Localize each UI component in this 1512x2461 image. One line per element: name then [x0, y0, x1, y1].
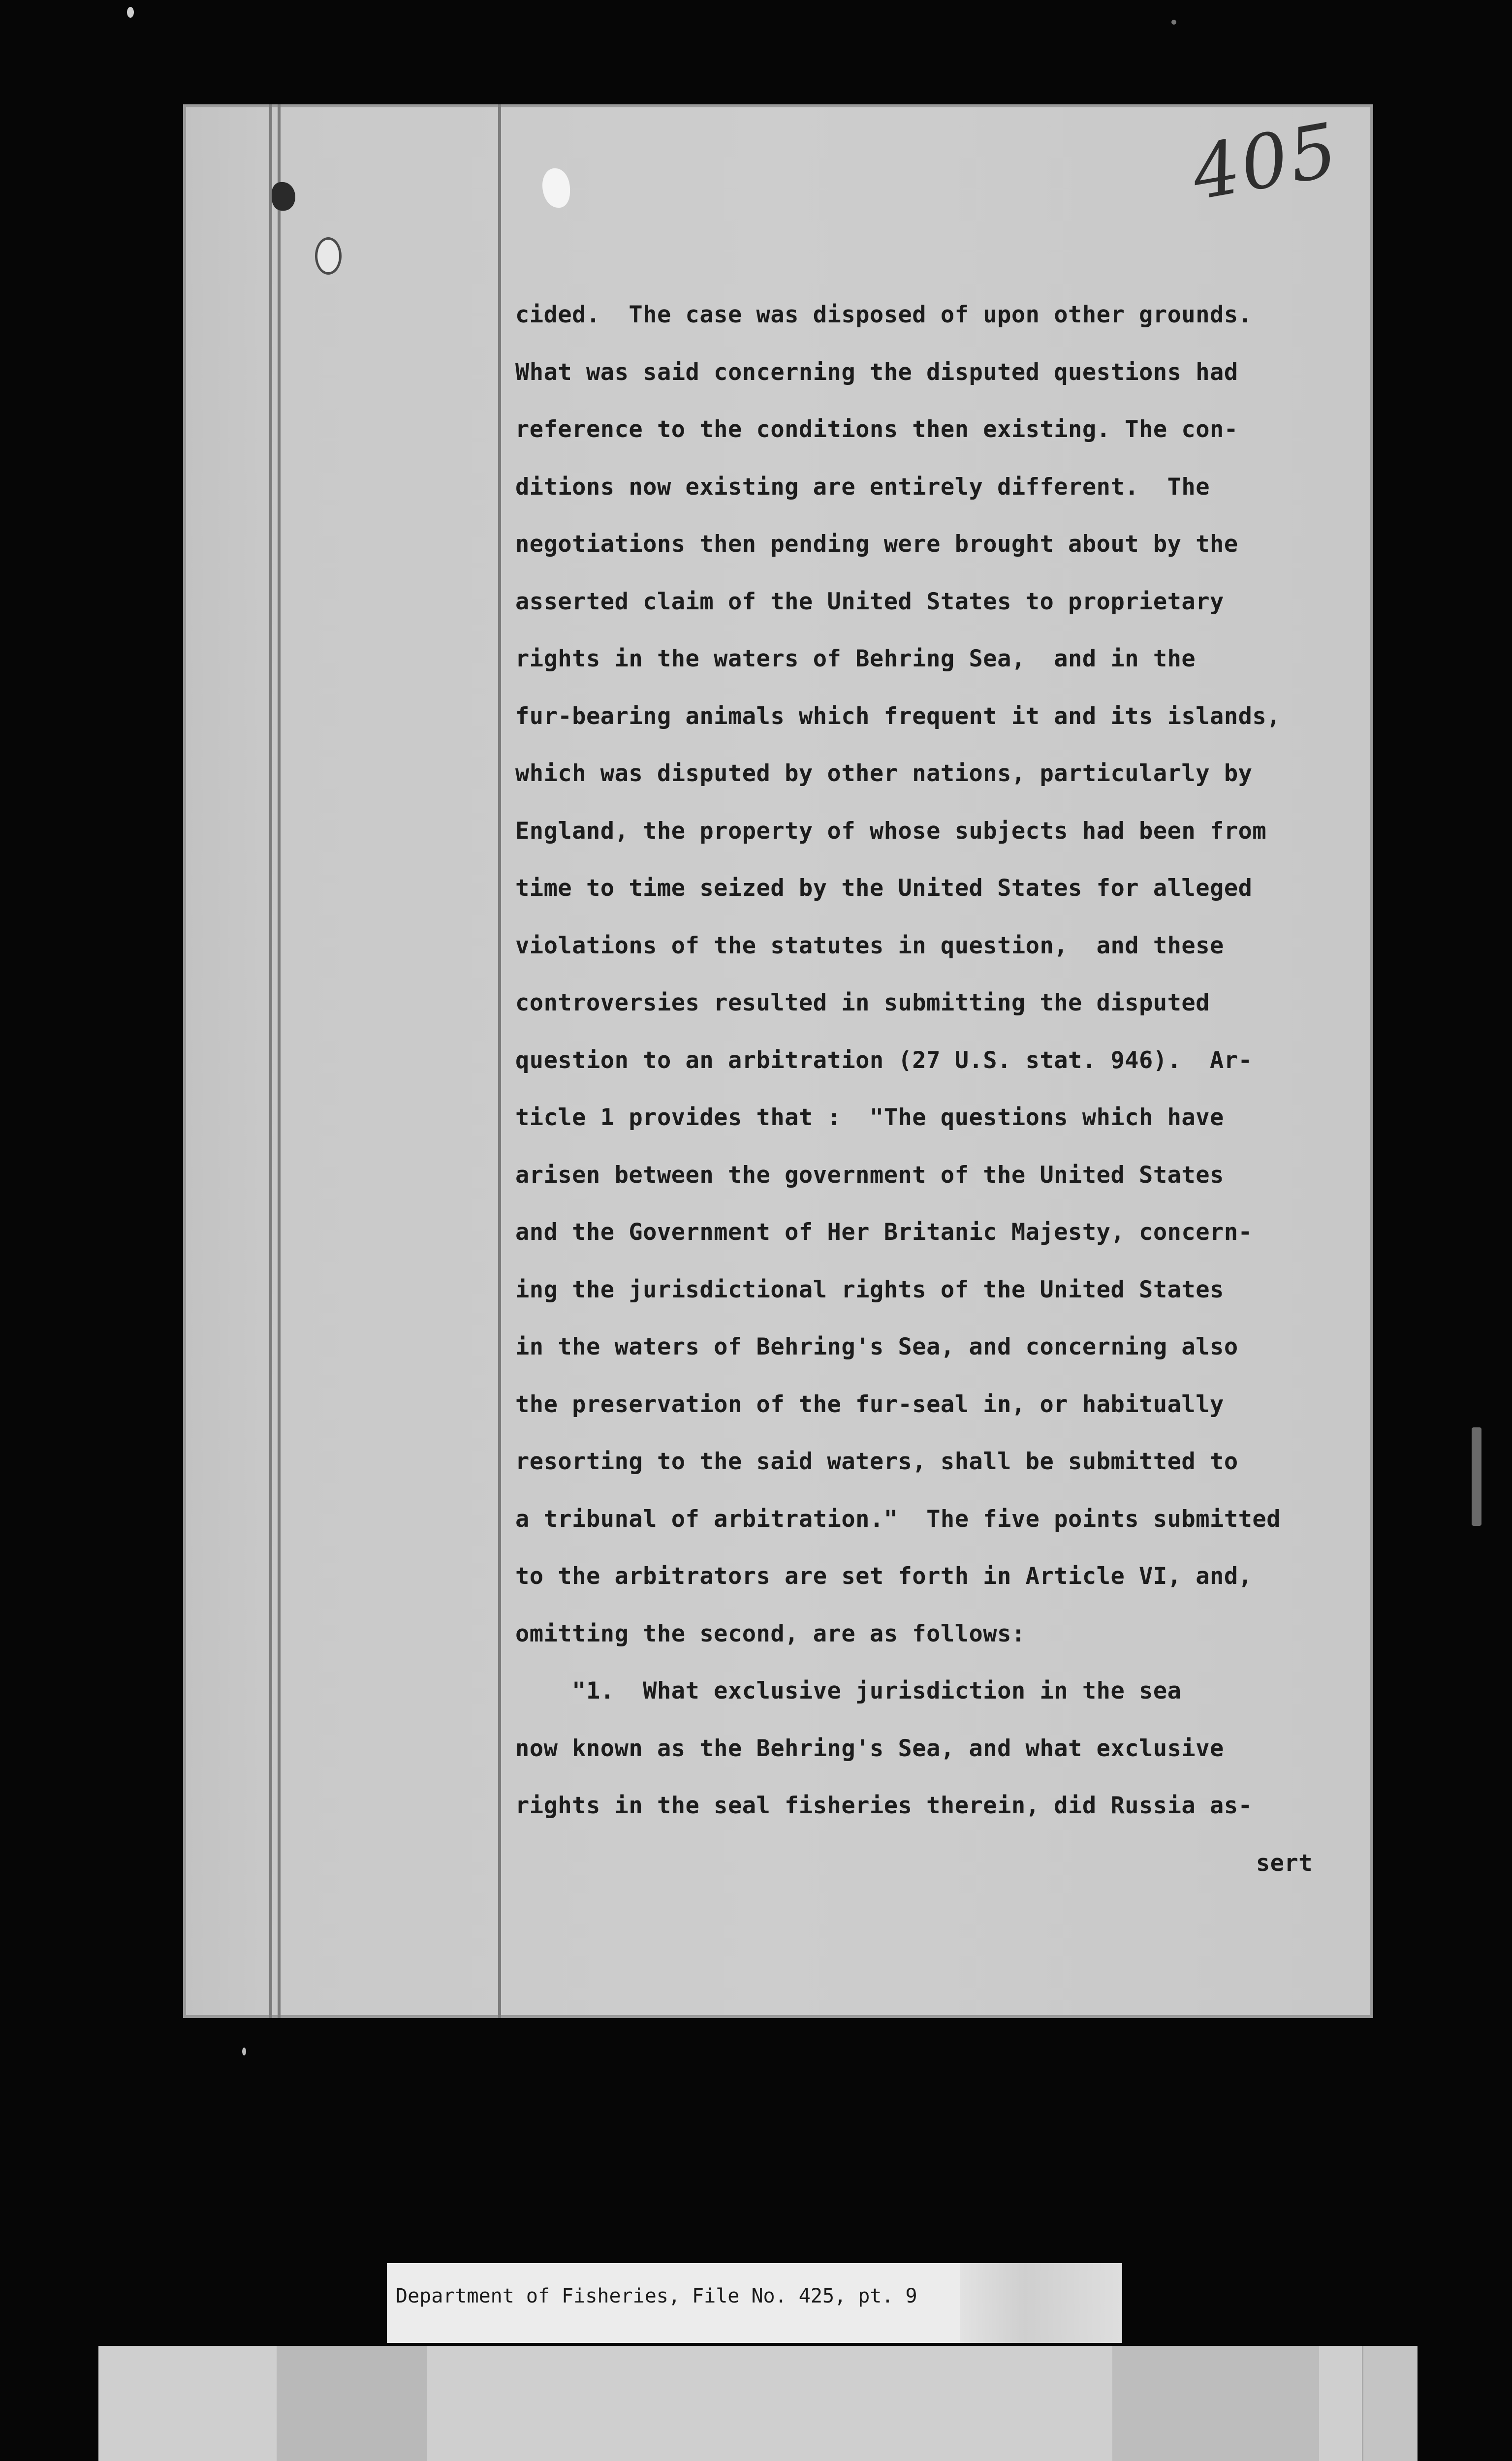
- typed-document-page: [183, 104, 1373, 2018]
- margin-rule: [278, 104, 281, 2018]
- text-line: negotiations then pending were brought about by the: [515, 531, 1238, 558]
- text-line: England, the property of whose subjects had been from: [515, 817, 1267, 845]
- text-line: time to time seized by the United States for alleged: [515, 875, 1253, 902]
- film-speck: [1472, 1427, 1481, 1526]
- text-line: omitting the second, are as follows:: [515, 1620, 1026, 1647]
- text-line: the preservation of the fur-seal in, or habitually: [515, 1390, 1224, 1418]
- text-line: a tribunal of arbitration." The five points submitted: [515, 1505, 1281, 1533]
- film-speck: [242, 2048, 246, 2055]
- film-speck: [1171, 20, 1176, 25]
- text-line: arisen between the government of the United States: [515, 1161, 1224, 1189]
- text-line: resorting to the said waters, shall be submitted to: [515, 1448, 1238, 1475]
- film-speck: [127, 7, 134, 18]
- paper-fleck: [542, 168, 570, 208]
- text-line: fur-bearing animals which frequent it and its islands,: [515, 702, 1281, 730]
- margin-rule: [498, 104, 501, 2018]
- file-reference-label: [387, 2263, 1122, 2343]
- text-line: question to an arbitration (27 U.S. stat. 946). Ar-: [515, 1046, 1253, 1074]
- punch-hole: [315, 237, 342, 275]
- margin-rule: [269, 104, 272, 2018]
- typed-text-block: [515, 286, 1323, 1892]
- file-reference-text: Department of Fisheries, File No. 425, pt. 9: [396, 2285, 917, 2307]
- label-smudge: [960, 2263, 1122, 2343]
- text-line: in the waters of Behring's Sea, and concerning also: [515, 1333, 1238, 1360]
- public-archives-stamp: [98, 2346, 1418, 2461]
- text-line: rights in the seal fisheries therein, did Russia as-: [515, 1792, 1253, 1819]
- catchword: sert: [1256, 1849, 1313, 1877]
- text-line: What was said concerning the disputed questions had: [515, 358, 1238, 386]
- text-line: and the Government of Her Britanic Majesty, concern-: [515, 1219, 1253, 1246]
- text-line: ing the jurisdictional rights of the United States: [515, 1276, 1224, 1303]
- text-line: "1. What exclusive jurisdiction in the sea: [515, 1677, 1182, 1704]
- text-line: controversies resulted in submitting the disputed: [515, 989, 1210, 1016]
- text-line: reference to the conditions then existing. The con-: [515, 416, 1238, 443]
- ink-blot: [272, 182, 295, 211]
- text-line: violations of the statutes in question, and these: [515, 932, 1224, 959]
- text-line: ditions now existing are entirely different. The: [515, 473, 1210, 501]
- text-line: to the arbitrators are set forth in Article VI, and,: [515, 1563, 1253, 1590]
- text-line: rights in the waters of Behring Sea, and in the: [515, 645, 1196, 672]
- text-line: cided. The case was disposed of upon other grounds.: [515, 301, 1253, 328]
- stamp-shading: [1112, 2346, 1319, 2461]
- text-line: which was disputed by other nations, particularly by: [515, 760, 1253, 787]
- text-line: asserted claim of the United States to proprietary: [515, 588, 1224, 615]
- text-line: ticle 1 provides that : "The questions which have: [515, 1104, 1224, 1131]
- stamp-edge: [1362, 2346, 1418, 2461]
- text-line: now known as the Behring's Sea, and what exclusive: [515, 1735, 1224, 1762]
- handwritten-folio-number: 405: [1185, 107, 1345, 217]
- stamp-shading: [277, 2346, 427, 2461]
